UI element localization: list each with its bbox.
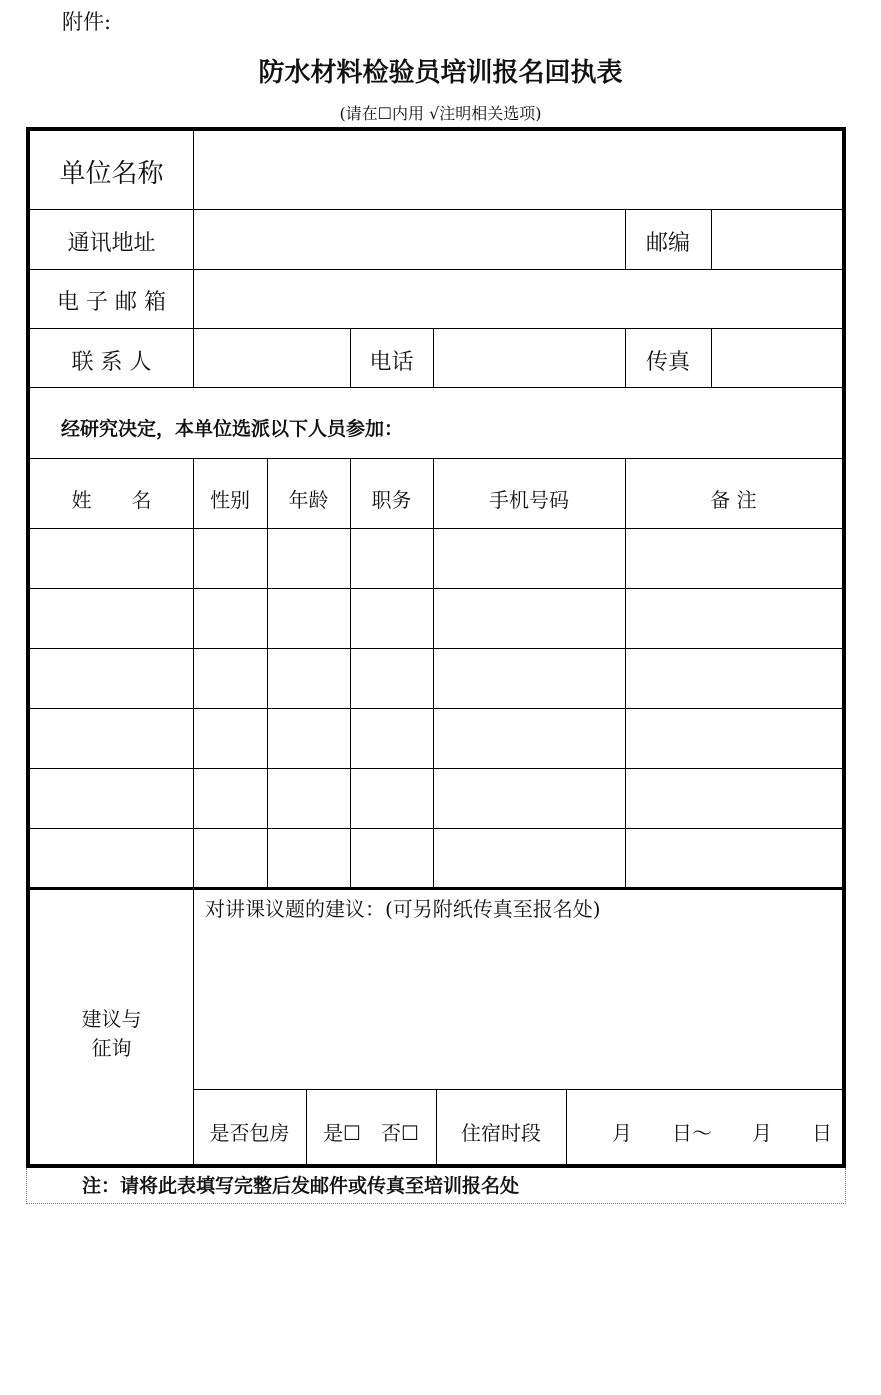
fax-label: 传真: [645, 350, 690, 375]
table-row[interactable]: [30, 529, 842, 588]
form-subtitle: (请在☐内用 √注明相关选项): [339, 104, 542, 123]
contact-label: 联 系 人: [71, 350, 152, 375]
registration-form-table: [26, 127, 846, 1168]
col-mobile-header: 手机号码: [489, 488, 569, 512]
col-gender-header: 性别: [210, 488, 250, 512]
suggestion-label-line1: 建议与: [81, 1007, 142, 1031]
table-row[interactable]: [30, 649, 842, 708]
col-position-header: 职务: [371, 488, 412, 512]
table-row[interactable]: [30, 709, 842, 768]
address-label: 通讯地址: [67, 231, 156, 256]
room-options-checkbox[interactable]: 是☐ 否☐: [323, 1121, 419, 1145]
col-age-header: 年龄: [288, 488, 329, 512]
fax-field[interactable]: [712, 329, 842, 387]
phone-field[interactable]: [434, 329, 625, 387]
room-label: 是否包房: [209, 1121, 290, 1145]
col-remarks-header: 备 注: [710, 488, 757, 512]
contact-field[interactable]: [194, 329, 350, 387]
stay-period-field[interactable]: 月 日～ 月 日: [612, 1121, 832, 1145]
col-name-header: 姓 名: [71, 488, 152, 512]
footer-note: 注：请将此表填写完整后发邮件或传真至培训报名处: [82, 1175, 520, 1197]
form-title: 防水材料检验员培训报名回执表: [258, 58, 623, 88]
table-row[interactable]: [30, 589, 842, 648]
unit-name-label: 单位名称: [59, 159, 164, 189]
unit-name-field[interactable]: [194, 131, 842, 209]
postcode-label: 邮编: [645, 231, 690, 256]
footer-note-box: [26, 1168, 846, 1204]
decision-statement: 经研究决定，本单位选派以下人员参加：: [61, 418, 404, 440]
stay-label: 住宿时段: [461, 1121, 541, 1145]
phone-label: 电话: [369, 350, 414, 375]
table-row[interactable]: [30, 769, 842, 828]
attachment-label: 附件:: [62, 10, 112, 34]
table-row[interactable]: [30, 829, 842, 887]
email-field[interactable]: [194, 270, 842, 328]
suggestion-label-line2: 征询: [91, 1036, 132, 1060]
postcode-field[interactable]: [712, 210, 842, 269]
address-field[interactable]: [194, 210, 625, 269]
suggestion-prompt: 对讲课议题的建议：(可另附纸传真至报名处): [205, 897, 601, 921]
suggestion-textarea[interactable]: [194, 921, 842, 1089]
email-label: 电 子 邮 箱: [57, 290, 166, 315]
